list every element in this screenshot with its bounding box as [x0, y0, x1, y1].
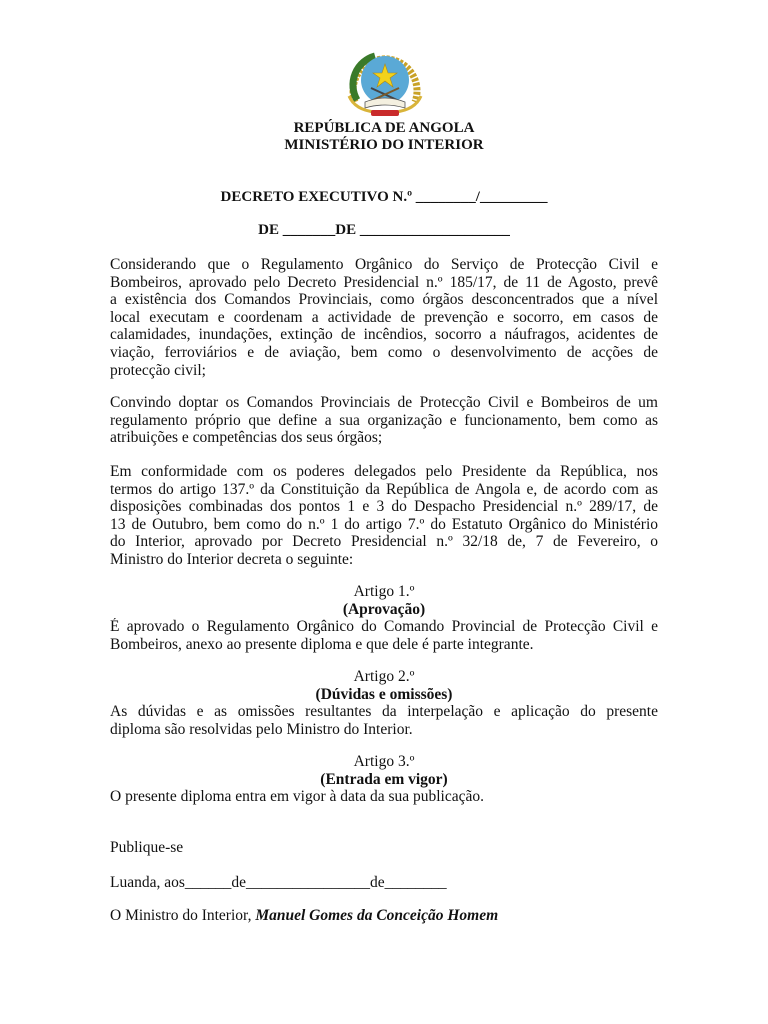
- article-number: Artigo 3.º: [353, 753, 415, 770]
- text-line: regulamento próprio que define a sua organização e funcionamento, bem como as: [110, 411, 658, 429]
- article-number: Artigo 1.º: [353, 583, 415, 600]
- text-line: do Interior, aprovado por Decreto Presidencial n.º 32/18 de, 7 de Fevereiro, o: [110, 533, 658, 551]
- decree-date: DE _______DE ____________________: [258, 222, 510, 238]
- signatory-name: Manuel Gomes da Conceição Homem: [255, 907, 499, 924]
- text-line: Convindo doptar os Comandos Provinciais de Protecção Civil e Bombeiros de um: [110, 394, 658, 411]
- signatory-label: O Ministro do Interior,: [110, 907, 256, 924]
- signature-line: [110, 907, 658, 925]
- country-heading: REPÚBLICA DE ANGOLA: [293, 120, 475, 136]
- preamble-paragraph-1: [110, 256, 658, 379]
- preamble-paragraph-2: [110, 394, 658, 447]
- article-heading: (Aprovação): [342, 600, 426, 618]
- text-line: Em conformidade com os poderes delegados pelo Presidente da República, nos: [110, 463, 658, 480]
- article-number: Artigo 2.º: [353, 668, 415, 685]
- text-line: 13 de Outubro, bem como do n.º 1 do artigo 7.º do Estatuto Orgânico do Ministério: [110, 515, 658, 533]
- text-line: protecção civil;: [110, 361, 206, 379]
- article-2: [110, 668, 658, 738]
- text-line: calamidades, inundações, extinção de incêndios, socorro a náufragos, acidentes de: [110, 326, 658, 344]
- article-3: [110, 753, 658, 806]
- text-line: termos do artigo 137.º da Constituição da República de Angola e, de acordo com as: [110, 480, 658, 498]
- text-line: Considerando que o Regulamento Orgânico do Serviço de Protecção Civil e: [110, 256, 658, 273]
- article-1: [110, 583, 658, 653]
- text-line: As dúvidas e as omissões resultantes da interpelação e aplicação do presente: [110, 703, 658, 721]
- text-line: local executam e coordenam a actividade de prevenção e socorro, em casos de: [110, 308, 658, 326]
- angola-coat-of-arms-emblem: [335, 44, 435, 120]
- article-heading: (Dúvidas e omissões): [315, 685, 453, 703]
- text-line: atribuições e competências dos seus órgãos;: [110, 429, 383, 447]
- publish-line: Publique-se: [110, 839, 184, 856]
- text-line: viação, ferroviários e de aviação, bem como o desenvolvimento de acções de: [110, 343, 658, 361]
- article-heading: (Entrada em vigor): [320, 770, 448, 788]
- text-line: Ministro do Interior decreta o seguinte:: [110, 550, 354, 568]
- text-line: Bombeiros, anexo ao presente diploma e que dele é parte integrante.: [110, 635, 534, 653]
- text-line: a existência dos Comandos Provinciais, como órgãos desconcentrados que a nível: [110, 291, 658, 309]
- text-line: diploma são resolvidas pelo Ministro do Interior.: [110, 720, 413, 738]
- text-line: O presente diploma entra em vigor à data da sua publicação.: [110, 788, 485, 806]
- preamble-paragraph-3: [110, 463, 658, 569]
- place-date-line: Luanda, aos______de________________de________: [110, 874, 447, 891]
- decree-title: DECRETO EXECUTIVO N.º ________/_________: [220, 189, 548, 205]
- text-line: Bombeiros, aprovado pelo Decreto Presidencial n.º 185/17, de 11 de Agosto, prevê: [110, 273, 658, 291]
- text-line: É aprovado o Regulamento Orgânico do Comando Provincial de Protecção Civil e: [110, 618, 658, 636]
- ministry-heading: MINISTÉRIO DO INTERIOR: [284, 137, 484, 153]
- text-line: disposições combinadas dos pontos 1 e 3 do Despacho Presidencial n.º 289/17, de: [110, 498, 658, 516]
